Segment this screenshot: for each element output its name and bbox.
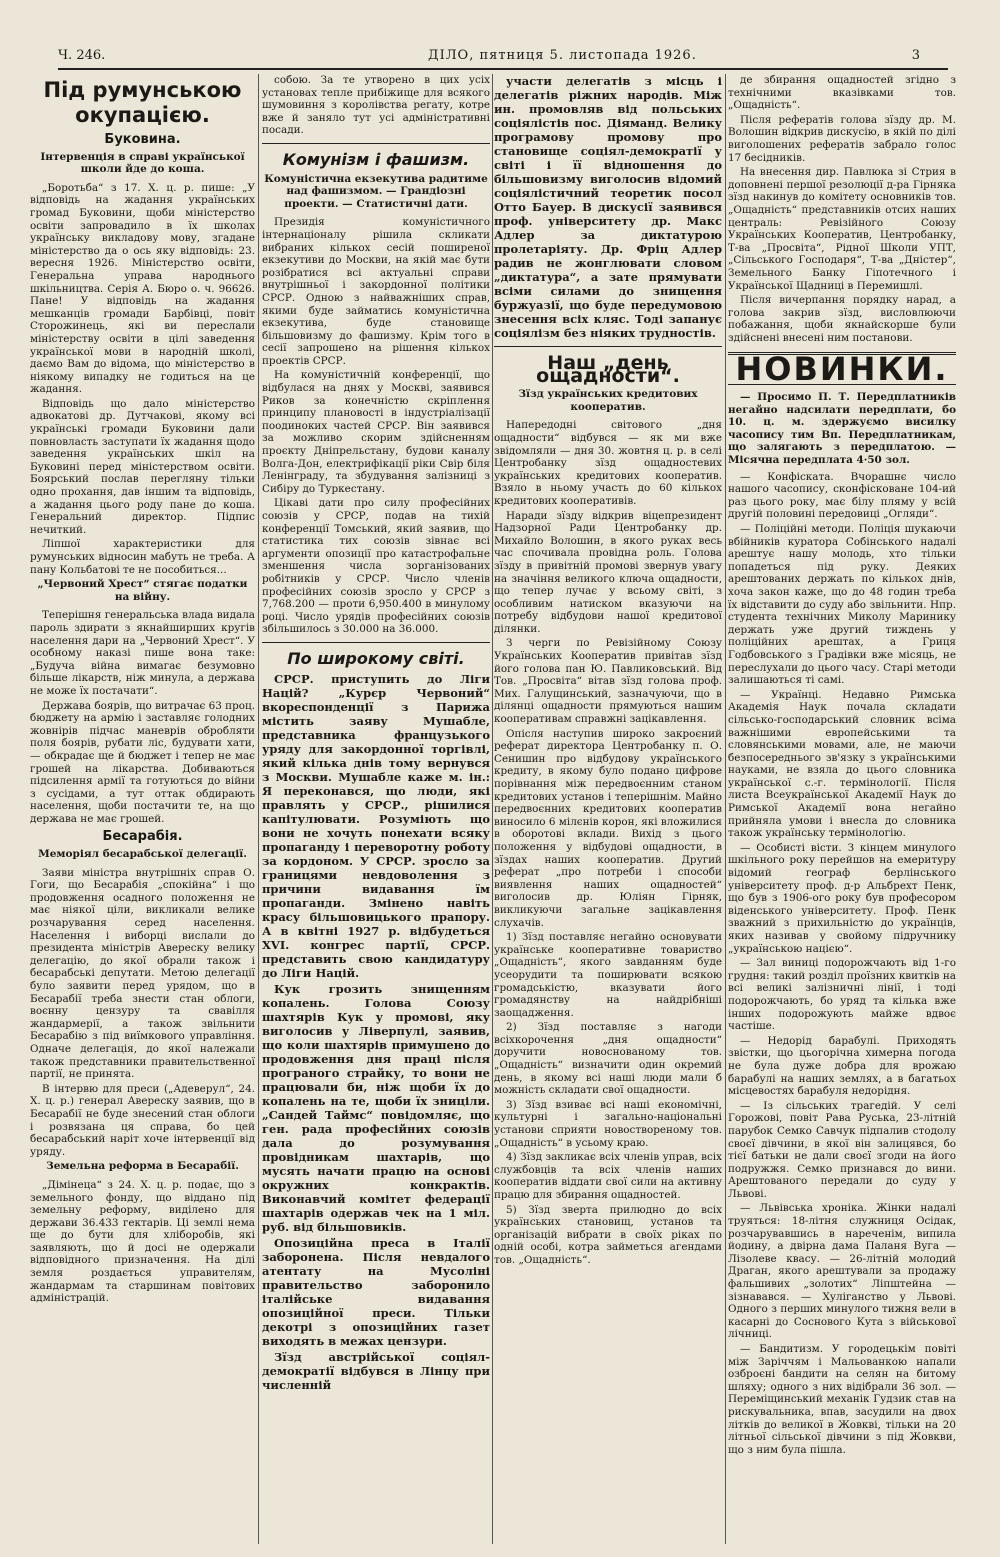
subheadline: Комуністична екзекутива радитиме над фашизмом. — Грандіозні проекти. — Статистичні дати. bbox=[264, 172, 488, 210]
column-rule bbox=[258, 74, 259, 1544]
article-paragraph: „Дімінеца“ з 24. X. ц. р. подає, що з земельного фонду, що віддано під земельну реформу, виділено для держави 36.433 гектарів. Ці землі нема ще до бути для хліборобів, які заявляють, що й досі не одержали відповідного призначення. На ділі земля роздається управителям, жандармам та старшинам повітових адміністрацій. bbox=[30, 1178, 255, 1305]
article-paragraph: Ліпшої характеристики для румунських відносин мабуть не треба. А пану Кольбатові те не пособиться... bbox=[30, 538, 255, 576]
subscription-notice: — Просимо П. Т. Передплатників негайно надсилати передплати, бо 10. ц. м. здержуємо висилку часопису тим Вп. Передплатникам, що залягають з передплатою. — Місячна передплата 4·50 зол. bbox=[728, 391, 956, 467]
subheadline: „Червоний Хрест“ стягає податки на війну. bbox=[37, 578, 248, 603]
article-paragraph: собою. За те утворено в цих усіх установах тепле прибіжище для всякого шумовиння з королівства регату, котре вже й заняло тут усі адміністративні посади. bbox=[262, 74, 490, 137]
subheadline: Інтервенція в справі української школи йде до коша. bbox=[40, 150, 245, 176]
article-paragraph: Цікаві дати про силу професійних союзів у СРСР, подав на тихій конференції Томський, який заявив, що статистика тих союзів зівнає всі аргументи опозиції про катастрофальне зменшення числа зорганізованих робітників у СРСР. Число членів професійних союзів зросло у СРСР з 7,768.200 — проти 6,950.400 в минулому році. Число урядів професійних союзів збільшилось з 30.000 на 36.000. bbox=[262, 497, 490, 636]
article-paragraph: 1) Зїзд поставляє негайно основувати українське кооперативне товариство „Ощадність“, якого завданням буде усеорудити та поширювати всякою громадськістю, вказувати його громадянству на найдрібніші заощадження. bbox=[494, 931, 722, 1019]
column-4 bbox=[728, 74, 956, 1544]
news-item: — Українці. Недавно Римська Академія Наук почала складати сільсько-господарський словник всіма важнішими европейськими та словянськими мовами, але, не маючи безпосереднього зв'язку з українськими науками, не взяла до цього словника української с.-г. термінології. Після листа Всеукраїнської Академії Наук до Римської Академії вона негайно прийняла умови і внесла до словника також українську термінологію. bbox=[728, 688, 956, 840]
news-item: — Поліційні методи. Поліція шукаючи вбійників куратора Собінського надалі арештує нашу молодь, хто тільки попадеться під руку. Деяких арештованих держать по кількох днів, хоча закон каже, що до 48 годин треба їх відставити до суду або звільнити. Нпр. студента технічних Миколу Маринику держать уже другий тиждень у поліційних арештах, а Гриця Годбовського з Градівки вже місяць, не переслухали до цього часу. Старі методи залишаються ті самі. bbox=[728, 523, 956, 687]
divider bbox=[494, 346, 722, 347]
article-paragraph: На комуністичній конференції, що відбулася на днях у Москві, заявився Риков за конечністю скріплення принципу плановості в індустріалізації поодиноких частей СРСР. Він заявився за можливо скорим здійсненням проєкту Дніпрельстану, будови каналу Волга-Дон, електрифікації ріки Свір біля Ленінграду, та збудування залізниці з Сибіру до Туркестану. bbox=[262, 369, 490, 495]
news-item: — Львівська хроніка. Жінки надалі труяться: 18-літня служниця Осідак, розчарувавшись в нареченім, випила йодину, а двірна дама Паланя Вуга — Лізолеве квасу. — 26-літній молодий Драган, якого арештували за продажу фальшивих „золотих“ Ліпштейна — зізнавався. — Хуліганство у Львові. Одного з перших минулого тижня вели в касарні до Соснового Кута з військової лічниці. bbox=[728, 1202, 956, 1341]
column-rule bbox=[725, 74, 726, 1544]
section-bukovyna: Буковина. bbox=[104, 132, 181, 147]
article-paragraph: Зїзд австрійської соціял-демократії відбувся в Лінцу при численній bbox=[262, 1349, 490, 1392]
article-paragraph: З черги по Ревізійному Союзу Українських Кооператив привітав зїзд його голова пан Ю. Павликовський. Від Тов. „Просвіта“ вітав зїзд голова проф. Мих. Галущинський, зазначуючи, що в ділянці ощадности прямуються нашим кооперативам справжні зацікавлення. bbox=[494, 637, 722, 726]
article-paragraph: Після вичерпання порядку нарад, а голова закрив зїзд, висловлюючи побажання, щоби якнайскорше були здійснені внесені ним постанови. bbox=[728, 294, 956, 344]
article-paragraph: 5) Зїзд зверта прилюдно до всіх українських становищ, установ та організацій вибрати в своїх ріках по одній особі, котра займеться агендами тов. „Ощадність“. bbox=[494, 1203, 722, 1266]
article-paragraph: Заяви міністра внутрішніх справ О. Гоги, що Бесарабія „спокійна“ і що продовження осадного положення не має ніякої ціли, викликали велике розчарування серед населення. Населення і виборці вислали до президента міністрів Авереску велику делегацію, до якої обрали також і бесарабські депутати. Метою делегації було заявити перед урядом, що в Бесарабії треба знести стан облоги, воєнну цензуру та свавілля жандармерії, а також звільнити Бесарабію з під виїмкового управління. Одначе делегація, до якої належали також представники правительственної партії, не принята. bbox=[30, 866, 255, 1081]
subheadline: Зїзд українських кредитових кооператив. bbox=[518, 388, 698, 413]
headline-savings-day: Наш „день ощадности“. bbox=[536, 352, 680, 387]
article-paragraph: Напередодні світового „дня ощадности“ відбувся — як ми вже звідомляли — дня 30. жовтня ц. р. в селі Центробанку зїзд ощадностевих українських кредитових кооператив. Взяло в ньому участь до 60 кількох кредитових кооперативів. bbox=[494, 419, 722, 507]
article-paragraph: Наради зїзду відкрив віцепрезидент Надзорної Ради Центробанку др. Михайло Волошин, в якого руках весь час спочивала провідна роль. Голова зїзду в привітній промові звернув увагу на значіння великого ключа ощадности, що тепер лучає у всьому світі, з особливим натиском вказуючи на потребу відбудови нашої кредитової ділянки. bbox=[494, 509, 722, 635]
section-bessarabia: Бесарабія. bbox=[102, 829, 183, 845]
subheadline: Меморіял бесарабської делегації. bbox=[38, 848, 247, 861]
page-header bbox=[58, 48, 948, 70]
article-paragraph: Відповідь що дало міністерство адвокатові др. Дутчакові, якому всі українські громади Буковини дали повновласть заступати їх жадання щодо заведення українських шкіл на Буковині перед міністерством освіти. Боярський послав перегляну тільки одно прохання, дав іншим та відповідь, а жадання цього роду пане до коша. Генеральний директор. Підпис нечиткий. bbox=[30, 397, 255, 536]
paper-title-date: ДІЛО, пятниця 5. листопада 1926. bbox=[428, 48, 697, 63]
column-1 bbox=[30, 74, 255, 1544]
column-rule bbox=[492, 74, 493, 1544]
article-paragraph: 2) Зїзд поставляє з нагоди всіхкорочення „дня ощадности“ доручити новоснованому тов. „Ощадність“ визначити один окремий день, в якому всі наші люди мали б можність складати свої ощадности. bbox=[494, 1021, 722, 1097]
subheadline: Земельна реформа в Бесарабії. bbox=[46, 1160, 239, 1173]
news-item: — Конфіската. Вчорашнє число нашого часопису, сконфісковане 104-ий раз цього року, має білу пляму у всій другій половині передовиці „Огляди“. bbox=[728, 470, 956, 521]
article-paragraph: СРСР. приступить до Ліги Націй? „Курєр Червоний“ вкореспонденції з Парижа містить заяву Мушабле, представника французького уряду для закордонної торгівлі, який кілька днів тому вернувся з Москви. Мушабле каже м. ін.: Я переконався, що люди, які правлять у СРСР., рішилися капітулювати. Розуміють що вони не хочуть понехати всяку пропаганду і переворотну роботу за кордоном. У СРСР. зросло за границями невдоволення з причини видавання їм пропаганди. Змінено навіть красу більшовицького прапору. А в квітні 1927 р. відбудеться XVI. конгрес партії, СРСР. представить свою кандидатуру до Ліги Націй. bbox=[262, 671, 490, 980]
page-number: 3 bbox=[911, 48, 920, 63]
article-paragraph: Теперішня генеральська влада видала пароль здирати з якнайширших кругів населення дари на „Червоний Хрест“. У особному наказі пише вона таке: „Будуча війна вимагає безумовно більше лікарств, ніж минула, а держава не може їх постачати“. bbox=[30, 609, 255, 697]
article-paragraph: Кук грозить знищенням копалень. Голова Союзу шахтярів Кук у промові, яку виголосив у Ліверпулі, заявив, що коли шахтярів примушено до продовження дня праці після програного страйку, то вони не працювали би, ніж щоби їх до копалень на те, щоби їх зниціли. „Сандей Таймс“ повідомляє, що ген. рада професійних союзів дала до розумування провідникам шахтарів, що мусять начати працю на основі окружних конкрактів. Виконавчий комітет федерації шахтарів одержав чек на 1 міл. руб. від більшовиків. bbox=[262, 981, 490, 1234]
article-paragraph: Після рефератів голова зїзду др. М. Волошин відкрив дискусію, в якій по ділі виголошених рефератів забрало голос 17 бесідників. bbox=[728, 113, 956, 164]
news-item: — Особисті вісти. З кінцем минулого шкільного року перейшов на емеритуру відомий географ берлінського університету проф. д-р Альбрехт Пенк, що був з 1906-ого року був професором віденського університету. Проф. Пенк зважний з прихильністю до українців, яких називав у свойому підручнику „українською нацією“. bbox=[728, 841, 956, 955]
issue-number: Ч. 246. bbox=[58, 48, 106, 63]
article-paragraph: Держава боярів, що витрачає 63 проц. бюджету на армію і заставляє голодних жовнірів підчас маневрів обробляти поля боярів, рубати ліс, будувати хати, — обкрадає ще й бюджет і тепер не має грошей на лікарства. Добиваються підсилення армії та готуються до війни з сусідами, а тут оттак обдирають населення, щоби постачити те, на що держава не має грошей. bbox=[30, 699, 255, 825]
article-paragraph: участи делегатів з місць і делегатів ріжних народів. Між ин. промовляв від польських соціялістів пос. Діяманд. Велику програмову промову про становище соціял-демократії у світі і її відношення до більшовизму виголосив відомий соціялістичний теоретик посол Отто Бауер. В дискусії заявився проф. університету др. Макс Адлер за диктатурою пролетаріяту. Др. Фріц Адлер радив не жонглювати словом „диктатура“, а зате прямувати всіми силами до знищення буржуазії, що буде передумовою знесення всіх кляс. Тоді запанує соціялізм без ніяких трудностів. bbox=[494, 74, 722, 340]
headline-romanian-occupation: Під румунською окупацією. bbox=[43, 78, 242, 127]
headline-news: НОВИНКИ. bbox=[735, 350, 949, 389]
article-paragraph: В інтервю для преси („Адеверул“, 24. X. ц. р.) генерал Авереску заявив, що в Бесарабії не буде знесений стан облоги і розвязана ця справа, бо цей бесарабський наріт хоче інтервенції від уряду. bbox=[30, 1082, 255, 1158]
headline-around-world: По широкому світі. bbox=[287, 648, 465, 668]
article-paragraph: Президія комуністичного інтернаціоналу рішила скликати вибраних кількох сесій поширеної екзекутиви до Москви, на якій має бути розібратися всі актуальні справи внутрішньої і закордонної політики СРСР. Одною з найважніших справ, якими буде займатись комуністична екзекутива, буде становище більшовизму до фашизму. Крім того в сесії запрошено на рішення кількох проектів СРСР. bbox=[262, 216, 490, 367]
news-item: — Бандитизм. У городецькім повіті між Заріччям і Мальованкою напали озброєні бандити на селян на битому шляху; одного з них відібрали 36 зол. — Переміщинський механік Гудзик став на рискувальника, впав, засудили на двох літків до великої в Жовкві, тільки на 20 літньої сільської дівчини з під Жовкви, що з ним була пішла. bbox=[728, 1343, 956, 1456]
article-paragraph: Опісля наступив широко закроєний реферат директора Центробанку п. О. Сенишин про відбудову українського кредиту, в якому було подано цифрове порівнання між передвоєнним станом кредитових установ і теперішнім. Майно передвоєнних кредитових кооператив виносило 6 мілєнів корон, які вложилися в оборотові вклади. Вихід з цього положення у відбудові ощадности, в зїздах наших кооператив. Другий реферат „про потреби і способи виявлення наших ощадностей“ виголосив др. Юліян Гірняк, викликуючи загальне зацікавлення слухачів. bbox=[494, 727, 722, 929]
article-paragraph: 3) Зїзд взиває всі наші економічні, культурні і загально-національні установи сприяти новоствореному тов. „Ощадність“ в усьому краю. bbox=[494, 1098, 722, 1149]
article-paragraph: 4) Зїзд закликає всіх членів управ, всіх службовців та всіх членів наших кооператив віддати свої сили на активну працю для збирання ощадностей. bbox=[494, 1151, 722, 1201]
divider bbox=[262, 642, 490, 643]
news-item: — Зал виниці подорожчають від 1-го грудня: такий розділ проїзних квитків на всі великі залізничні лінії, і тоді подорожчають, бо уряд та кілька вже інших подорожують майже вдвоє частіше. bbox=[728, 957, 956, 1033]
headline-communism-fascism: Комунізм і фашизм. bbox=[282, 149, 470, 169]
column-2 bbox=[262, 74, 490, 1544]
news-item: — Із сільських трагедій. У селі Горожові, повіт Рава Руська, 23-літній парубок Семко Савчук підпалив стодолу своєї дівчини, в якої він залицявся, бо тієї батьки не дали своєї згоди на його подружжя. Семко признався до вини. Арештованого передали до суду у Львові. bbox=[728, 1099, 956, 1200]
article-paragraph: На внесення дир. Павлюка зі Стрия в доповнені першої резолюції д-ра Гірняка зїзд накинув до комітету основників тов. „Ощадність“ представників отсих наших централь: Ревізійного Союзу Українських Кооператив, Центробанку, Т-ва „Просвіта“, Рідної Школи УПТ, „Сільського Господаря“, Т-ва „Дністер“, Земельного Банку Гіпотечного і Української Щадниці в Перемишлі. bbox=[728, 166, 956, 292]
divider bbox=[262, 143, 490, 144]
article-paragraph: де збирання ощадностей згідно з технічними вказівками тов. „Ощадність“. bbox=[728, 74, 956, 112]
column-3 bbox=[494, 74, 722, 1544]
article-paragraph: Опозиційна преса в Італії заборонена. Після невдалого атентату на Мусоліні правительство заборонило італійське видавання опозиційної преси. Тільки декотрі з опозиційних газет виходять в межах цензури. bbox=[262, 1235, 490, 1348]
news-item: — Недорід барабулі. Приходять звістки, що цьогорічна химерна погода не була дуже добра для врожаю барабулі на наших землях, а в багатьох місцевостях барабуля недорідня. bbox=[728, 1034, 956, 1098]
article-paragraph: „Боротьба“ з 17. X. ц. р. пише: „У відповідь на жадання українських громад Буковини, щоби міністерство освіти запровадило в їх школах українську викладову мову, згадане міністерство да о ось яку відповідь: 23. вересня 1926. Міністерство освіти, Генеральна управа народнього шкільництва. Серія А. Бюро о. ч. 96626. Пане! У відповідь на жадання мешканців громади Барбівці, повіт Сторожинець, які ви переслали міністерству освіти в цілі заведення української мови в народній школі, даємо Вам до відома, що міністерство в ніякому випадку не годиться на це жадання. bbox=[30, 181, 255, 396]
